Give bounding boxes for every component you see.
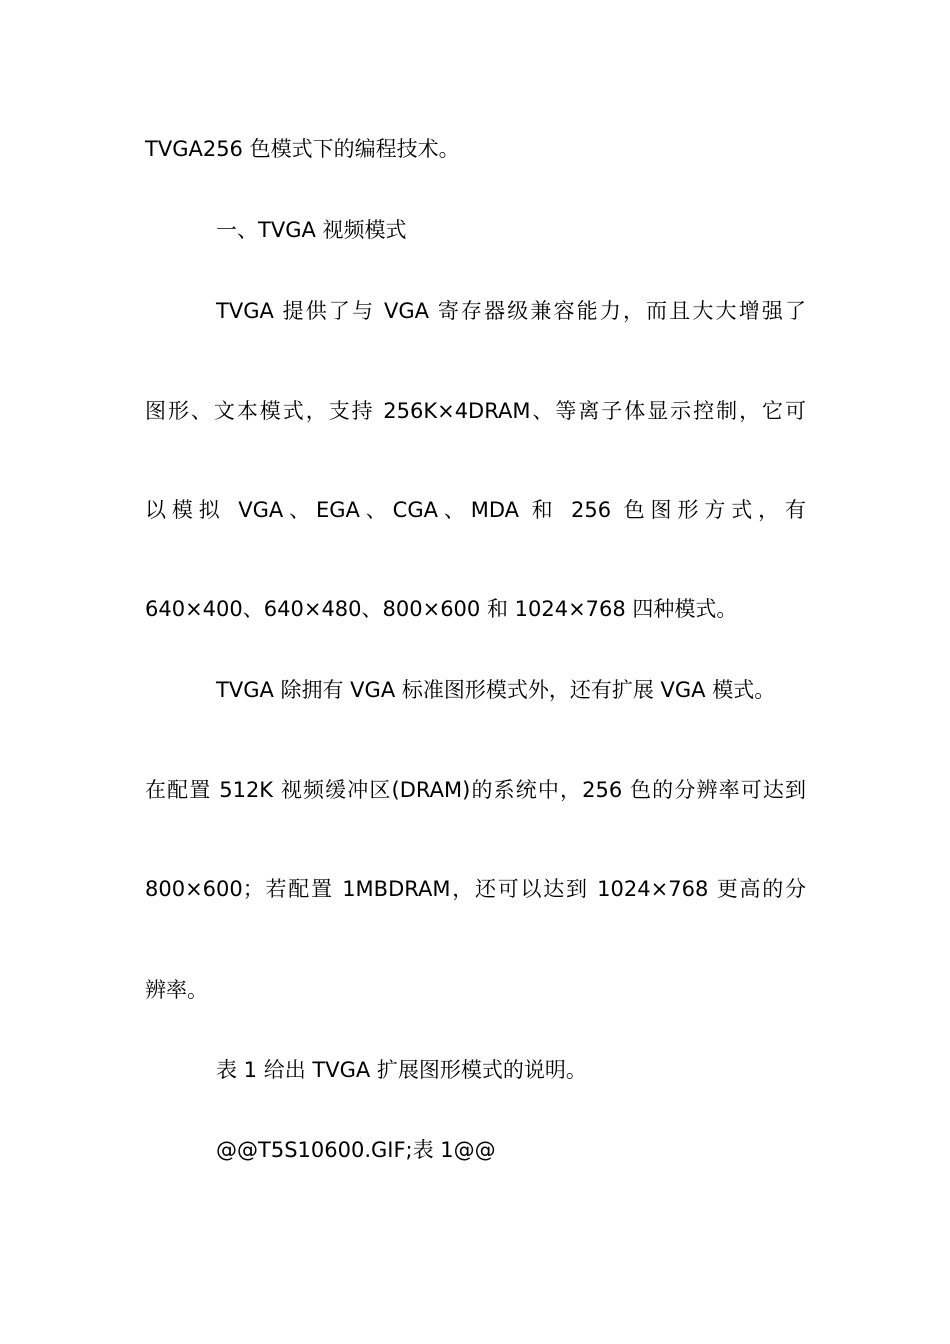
paragraph-1-line-2: 图形、文本模式，支持 256K×4DRAM、等离子体显示控制，它可 bbox=[145, 399, 806, 423]
paragraph-2-line-1: TVGA 除拥有 VGA 标准图形模式外，还有扩展 VGA 模式。 bbox=[216, 678, 776, 702]
paragraph-1-line-4: 640×400、640×480、800×600 和 1024×768 四种模式。 bbox=[145, 597, 738, 621]
paragraph-1-line-1: TVGA 提供了与 VGA 寄存器级兼容能力，而且大大增强了 bbox=[216, 299, 806, 323]
figure-reference: @@T5S10600.GIF;表 1@@ bbox=[216, 1138, 496, 1162]
paragraph-2-line-3: 800×600；若配置 1MBDRAM，还可以达到 1024×768 更高的分 bbox=[145, 877, 806, 901]
paragraph-1-line-3: 以模拟 VGA、EGA、CGA、MDA 和 256 色图形方式，有 bbox=[145, 498, 806, 522]
document-title: TVGA256 色模式下的编程技术。 bbox=[145, 137, 460, 161]
paragraph-2-line-2: 在配置 512K 视频缓冲区(DRAM)的系统中，256 色的分辨率可达到 bbox=[145, 778, 806, 802]
paragraph-2-line-4: 辨率。 bbox=[145, 978, 208, 1002]
paragraph-3: 表 1 给出 TVGA 扩展图形模式的说明。 bbox=[216, 1058, 587, 1082]
section-heading: 一、TVGA 视频模式 bbox=[216, 218, 407, 242]
